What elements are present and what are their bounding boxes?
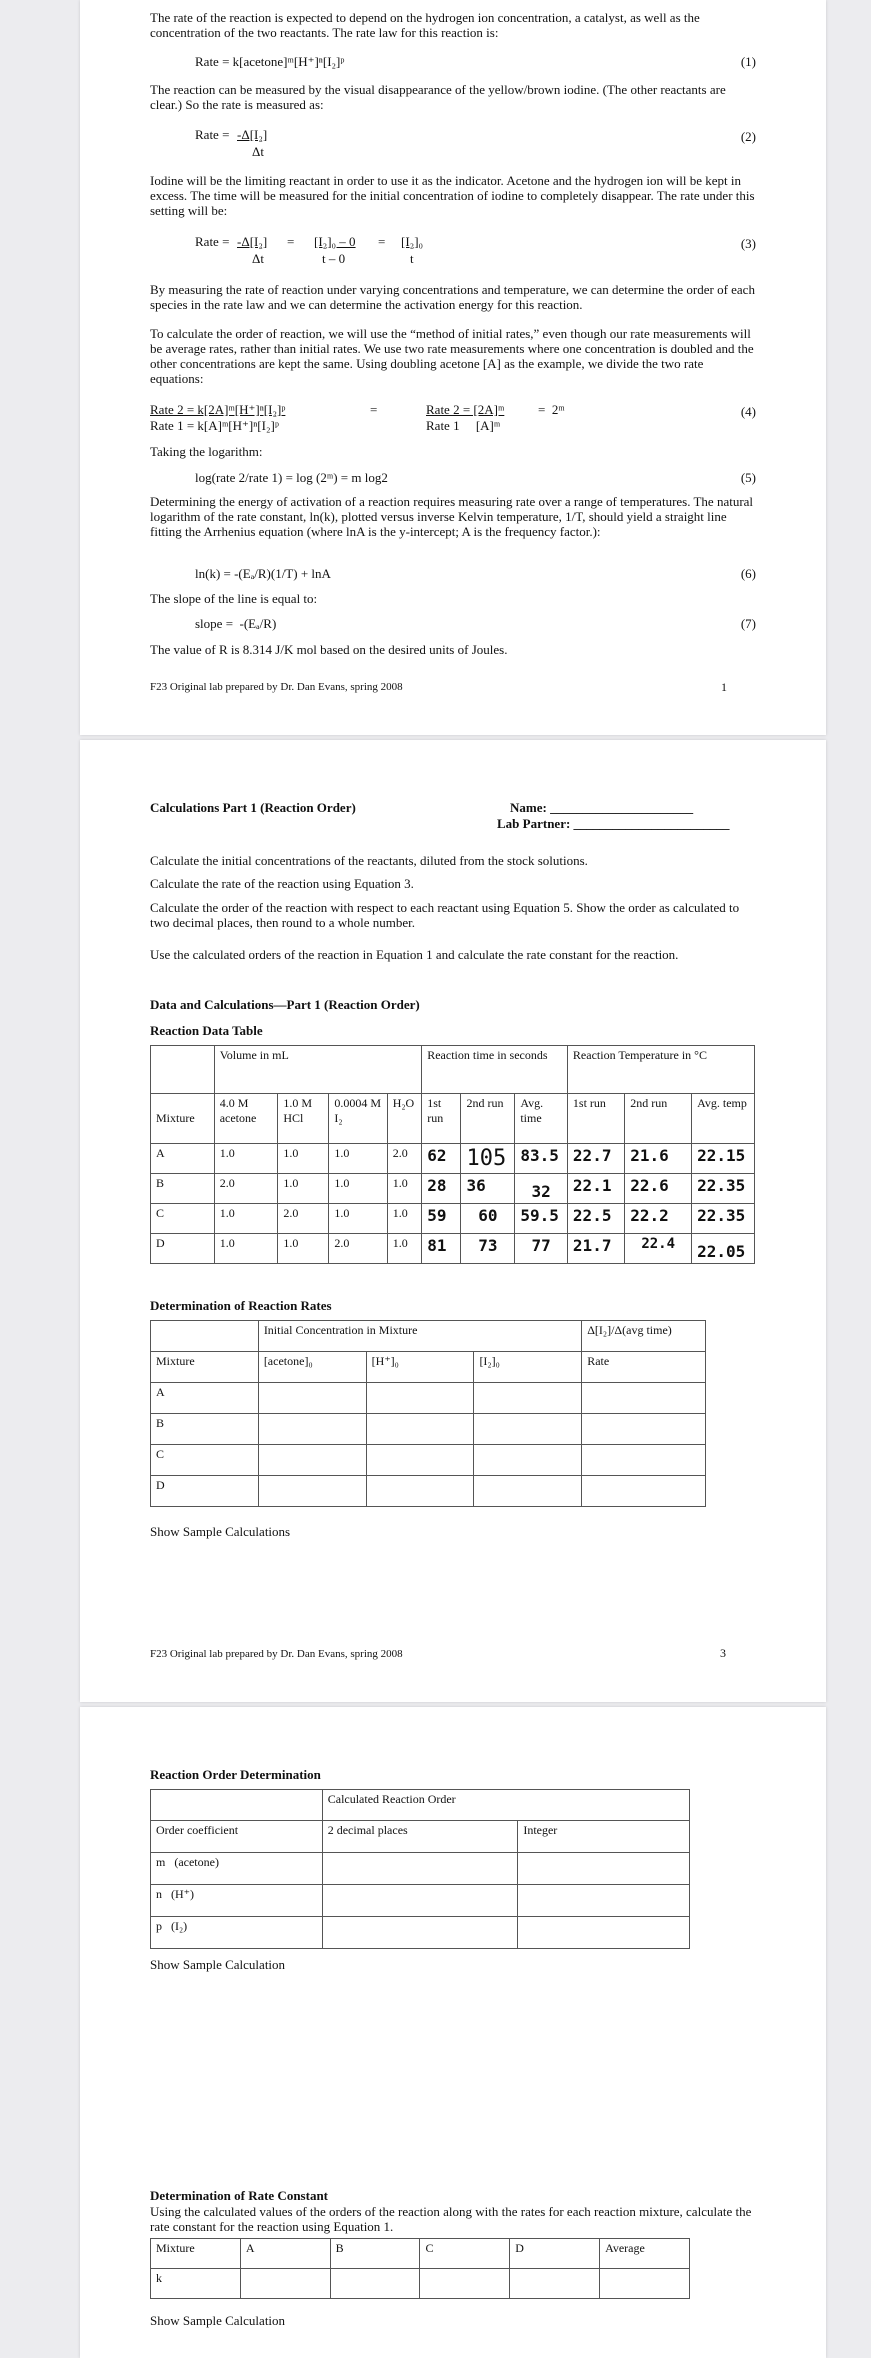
equation-2-left: Rate = [195, 127, 230, 142]
equation-3-numerator-3: [I₂]₀ [401, 234, 424, 249]
handwritten-avg-temp[interactable]: 22.15 [692, 1144, 755, 1174]
col-header: Avg. temp [692, 1094, 755, 1144]
reaction-data-table [150, 1045, 755, 1264]
table-row [151, 1885, 690, 1917]
k-row-label: k [151, 2269, 241, 2299]
handwritten-avg-time[interactable]: 59.5 [515, 1204, 568, 1234]
equation-7: slope = -(Eₐ/R) [195, 616, 277, 631]
equation-3-denominator-2: t – 0 [322, 251, 346, 266]
show-sample-calculations: Show Sample Calculations [150, 1524, 291, 1539]
instruction-order: Calculate the order of the reaction with respect to each reactant using Equation 5. Show the order as calculated to two decimal places, then round to a whole number. [150, 900, 740, 930]
empty-cell[interactable] [474, 1414, 582, 1445]
col-header: 1st run [422, 1094, 461, 1144]
equation-3-equals-2: = [378, 234, 386, 249]
calculations-title: Calculations Part 1 (Reaction Order) [150, 800, 356, 815]
empty-cell[interactable] [258, 1383, 366, 1414]
page-1-number: 1 [721, 680, 727, 694]
empty-cell[interactable] [322, 1885, 518, 1917]
show-sample-calculation-k: Show Sample Calculation [150, 2313, 286, 2328]
col-header: Average [600, 2239, 690, 2269]
volume-cell: 1.0 [278, 1234, 329, 1264]
volume-cell: 1.0 [329, 1144, 387, 1174]
volume-cell: 2.0 [278, 1204, 329, 1234]
rate-constant-instruction: Using the calculated values of the orders of the reaction along with the rates for each reaction mixture, calculate the rate constant for the reaction using Equation 1. [150, 2204, 752, 2234]
mixture-cell: A [151, 1383, 259, 1414]
table-row [151, 1383, 706, 1414]
empty-cell[interactable] [258, 1476, 366, 1507]
reaction-order-table [150, 1789, 690, 1949]
handwritten-avg-time[interactable]: 83.5 [515, 1144, 568, 1174]
table-row [151, 1204, 755, 1234]
empty-cell[interactable] [474, 1476, 582, 1507]
equation-2-number: (2) [740, 129, 756, 144]
handwritten-temp[interactable]: 21.7 [567, 1234, 624, 1264]
empty-cell[interactable] [258, 1445, 366, 1476]
empty-cell[interactable] [582, 1383, 706, 1414]
empty-cell[interactable] [582, 1445, 706, 1476]
volume-cell: 2.0 [214, 1174, 278, 1204]
empty-cell[interactable] [322, 1853, 518, 1885]
col-header: Order coefficient [151, 1821, 323, 1853]
handwritten-time[interactable]: 60 [461, 1204, 515, 1234]
volume-cell: 1.0 [387, 1234, 422, 1264]
equation-5-number: (5) [740, 470, 756, 485]
page-1-footer: F23 Original lab prepared by Dr. Dan Evans, spring 2008 [150, 681, 403, 693]
empty-cell[interactable] [510, 2269, 600, 2299]
equation-6-number: (6) [740, 566, 756, 581]
show-sample-calculation-order: Show Sample Calculation [150, 1957, 286, 1972]
volume-cell: 2.0 [387, 1144, 422, 1174]
equation-2-numerator: -Δ[I₂] [237, 127, 268, 142]
page-3-footer: F23 Original lab prepared by Dr. Dan Evans, spring 2008 [150, 1648, 403, 1660]
empty-cell[interactable] [366, 1383, 474, 1414]
col-header: Avg. time [515, 1094, 568, 1144]
handwritten-temp[interactable]: 21.6 [625, 1144, 692, 1174]
equation-4-rate2: Rate 2 = k[2A]ᵐ[H⁺]ⁿ[I₂]ᵖ [150, 402, 286, 417]
equation-4-ratio-top: Rate 2 = [2A]ᵐ [426, 402, 505, 417]
handwritten-time[interactable]: 28 [422, 1174, 461, 1204]
mixture-cell: D [151, 1476, 259, 1507]
equation-3-number: (3) [740, 236, 756, 251]
handwritten-time[interactable]: 73 [461, 1234, 515, 1264]
order-coefficient-cell: m (acetone) [151, 1853, 323, 1885]
equation-1-number: (1) [740, 54, 756, 69]
col-header: [I₂]₀ [474, 1352, 582, 1383]
name-line: ______________________ [550, 800, 694, 815]
rate-formula-header: Δ[I₂]/Δ(avg time) [582, 1321, 706, 1352]
lab-partner-label: Lab Partner: [497, 816, 574, 831]
volume-cell: 1.0 [214, 1144, 278, 1174]
handwritten-temp[interactable]: 22.7 [567, 1144, 624, 1174]
equation-4-ratio-bottom: Rate 1 [A]ᵐ [426, 418, 501, 433]
instruction-rate-constant: Use the calculated orders of the reaction in Equation 1 and calculate the rate constant for the reaction. [150, 947, 679, 962]
mixture-cell: C [151, 1204, 215, 1234]
volume-cell: 1.0 [329, 1174, 387, 1204]
lab-partner-line: ________________________ [573, 816, 730, 831]
col-header: 1.0 M HCl [278, 1094, 329, 1144]
handwritten-avg-time[interactable]: 77 [515, 1234, 568, 1264]
empty-cell[interactable] [518, 1917, 690, 1949]
paragraph-activation-energy: Determining the energy of activation of a reaction requires measuring rate over a range of temperatures. The natural logarithm of the rate constant, ln(k), plotted versus inverse Kelvin temperature, 1/T, should yield a straight line fitting the Arrhenius equation (where lnA is the y-intercept; A is the frequency factor.): [150, 494, 754, 539]
handwritten-time[interactable]: 62 [422, 1144, 461, 1174]
handwritten-avg-temp[interactable]: 22.35 [692, 1174, 755, 1204]
volume-cell: 1.0 [278, 1144, 329, 1174]
paragraph-visual-disappearance: The reaction can be measured by the visual disappearance of the yellow/brown iodine. (The other reactants are clear.) So the rate is measured as: [150, 82, 726, 112]
handwritten-temp[interactable]: 22.6 [625, 1174, 692, 1204]
mixture-cell: D [151, 1234, 215, 1264]
table-row [151, 1144, 755, 1174]
handwritten-temp[interactable]: 22.1 [567, 1174, 624, 1204]
table-row [151, 1414, 706, 1445]
initial-concentration-header: Initial Concentration in Mixture [258, 1321, 581, 1352]
mixture-cell: B [151, 1174, 215, 1204]
instruction-initial-concentrations: Calculate the initial concentrations of the reactants, diluted from the stock solutions. [150, 853, 588, 868]
equation-5: log(rate 2/rate 1) = log (2ᵐ) = m log2 [195, 470, 388, 485]
corner-cell [151, 1321, 259, 1352]
col-header: 4.0 M acetone [214, 1094, 278, 1144]
empty-cell[interactable] [240, 2269, 330, 2299]
empty-cell[interactable] [366, 1445, 474, 1476]
empty-cell[interactable] [330, 2269, 420, 2299]
col-header: 0.0004 M I₂ [329, 1094, 387, 1144]
col-header: B [330, 2239, 420, 2269]
mixture-cell: B [151, 1414, 259, 1445]
volume-cell: 1.0 [278, 1174, 329, 1204]
paragraph-taking-logarithm: Taking the logarithm: [150, 444, 263, 459]
empty-cell[interactable] [518, 1853, 690, 1885]
empty-cell[interactable] [474, 1383, 582, 1414]
col-header: H₂O [387, 1094, 422, 1144]
equation-1: Rate = k[acetone]ᵐ[H⁺]ⁿ[I₂]ᵖ [195, 54, 345, 69]
mixture-cell: C [151, 1445, 259, 1476]
equation-3-numerator-2: [I₂]₀ – 0 [314, 234, 356, 249]
rate-constant-heading: Determination of Rate Constant [150, 2188, 329, 2203]
group-volume-header: Volume in mL [214, 1046, 422, 1094]
empty-cell[interactable] [366, 1414, 474, 1445]
table-row [151, 1853, 690, 1885]
volume-cell: 1.0 [387, 1204, 422, 1234]
table-row [151, 1445, 706, 1476]
handwritten-avg-temp[interactable]: 22.35 [692, 1204, 755, 1234]
instruction-rate: Calculate the rate of the reaction using Equation 3. [150, 876, 414, 891]
handwritten-avg-temp[interactable]: 22.05 [692, 1234, 755, 1264]
data-calculations-heading: Data and Calculations—Part 1 (Reaction Order) [150, 997, 420, 1012]
equation-7-number: (7) [740, 616, 756, 631]
table-row [151, 1174, 755, 1204]
equation-3-numerator-1: -Δ[I₂] [237, 234, 268, 249]
volume-cell: 1.0 [329, 1204, 387, 1234]
table-row [151, 1917, 690, 1949]
intro-paragraph: The rate of the reaction is expected to depend on the hydrogen ion concentration, a catalyst, as well as the concentration of the two reactants. The rate law for this reaction is: [150, 10, 700, 40]
volume-cell: 1.0 [214, 1234, 278, 1264]
equation-3-denominator-3: t [410, 251, 414, 266]
handwritten-temp[interactable]: 22.5 [567, 1204, 624, 1234]
equation-3-denominator-1: Δt [252, 251, 264, 266]
empty-cell[interactable] [420, 2269, 510, 2299]
mixture-cell: A [151, 1144, 215, 1174]
volume-cell: 1.0 [387, 1174, 422, 1204]
col-header: Mixture [151, 1352, 259, 1383]
col-header: 2nd run [461, 1094, 515, 1144]
equation-2-denominator: Δt [252, 144, 264, 159]
handwritten-time[interactable]: 36 [461, 1174, 515, 1204]
volume-cell: 1.0 [214, 1204, 278, 1234]
paragraph-method-initial-rates: To calculate the order of reaction, we will use the “method of initial rates,” even though our rate measurements will be average rates, rather than initial rates. We use two rate measurements where one concentration is doubled and the other concentrations are kept the same. Using doubling acetone [A] as the example, we divide the two rate equations: [150, 326, 754, 386]
handwritten-time[interactable]: 59 [422, 1204, 461, 1234]
document-page-3 [80, 740, 826, 1702]
reaction-order-heading: Reaction Order Determination [150, 1767, 321, 1782]
col-header: 2nd run [625, 1094, 692, 1144]
equation-4-equals: = [370, 402, 378, 417]
document-page-4 [80, 1707, 826, 2358]
empty-cell[interactable] [366, 1476, 474, 1507]
col-header: Mixture [151, 2239, 241, 2269]
col-header: D [510, 2239, 600, 2269]
name-label: Name: [510, 800, 551, 815]
group-time-header: Reaction time in seconds [422, 1046, 568, 1094]
empty-cell[interactable] [518, 1885, 690, 1917]
page-3-number: 3 [720, 1646, 726, 1660]
rate-constant-table [150, 2238, 690, 2299]
equation-3-left: Rate = [195, 234, 230, 249]
table-row [151, 1234, 755, 1264]
col-header: 2 decimal places [322, 1821, 518, 1853]
handwritten-temp[interactable]: 22.2 [625, 1204, 692, 1234]
order-coefficient-cell: p (I₂) [151, 1917, 323, 1949]
paragraph-gas-constant: The value of R is 8.314 J/K mol based on the desired units of Joules. [150, 642, 508, 657]
handwritten-avg-time[interactable]: 32 [515, 1174, 568, 1204]
empty-cell[interactable] [600, 2269, 690, 2299]
handwritten-time[interactable]: 105 [461, 1144, 515, 1174]
reaction-rates-heading: Determination of Reaction Rates [150, 1298, 332, 1313]
table-row [151, 1476, 706, 1507]
group-temp-header: Reaction Temperature in °C [567, 1046, 754, 1094]
col-header: [acetone]₀ [258, 1352, 366, 1383]
name-field[interactable] [510, 800, 693, 816]
empty-cell[interactable] [474, 1445, 582, 1476]
empty-cell[interactable] [258, 1414, 366, 1445]
col-header: 1st run [567, 1094, 624, 1144]
table-row [151, 2269, 690, 2299]
paragraph-varying-concentrations: By measuring the rate of reaction under varying concentrations and temperature, we can determine the order of each species in the rate law and we can determine the activation energy for this reaction. [150, 282, 755, 312]
paragraph-slope: The slope of the line is equal to: [150, 591, 318, 606]
equation-4-number: (4) [740, 404, 756, 419]
corner-cell [151, 1790, 323, 1821]
order-coefficient-cell: n (H⁺) [151, 1885, 323, 1917]
col-header: Integer [518, 1821, 690, 1853]
reaction-data-table-heading: Reaction Data Table [150, 1023, 263, 1038]
col-header: Rate [582, 1352, 706, 1383]
equation-3-equals-1: = [287, 234, 295, 249]
empty-cell[interactable] [582, 1476, 706, 1507]
equation-4-rate1: Rate 1 = k[A]ᵐ[H⁺]ⁿ[I₂]ᵖ [150, 418, 279, 433]
calculated-order-header: Calculated Reaction Order [322, 1790, 689, 1821]
lab-partner-field[interactable] [497, 816, 730, 832]
col-header: A [240, 2239, 330, 2269]
col-header: Mixture [151, 1094, 215, 1144]
empty-cell[interactable] [322, 1917, 518, 1949]
document-page-1 [80, 0, 826, 735]
corner-cell [151, 1046, 215, 1094]
equation-4-result: = 2ᵐ [538, 402, 565, 417]
paragraph-limiting-reactant: Iodine will be the limiting reactant in order to use it as the indicator. Acetone and the hydrogen ion will be kept in excess. The time will be measured for the initial concentration of iodine to completely disappear. The rate under this setting will be: [150, 173, 755, 218]
col-header: [H⁺]₀ [366, 1352, 474, 1383]
volume-cell: 2.0 [329, 1234, 387, 1264]
handwritten-temp[interactable]: 22.4 [625, 1234, 692, 1264]
equation-6: ln(k) = -(Eₐ/R)(1/T) + lnA [195, 566, 331, 581]
col-header: C [420, 2239, 510, 2269]
reaction-rates-table [150, 1320, 706, 1507]
empty-cell[interactable] [582, 1414, 706, 1445]
handwritten-time[interactable]: 81 [422, 1234, 461, 1264]
